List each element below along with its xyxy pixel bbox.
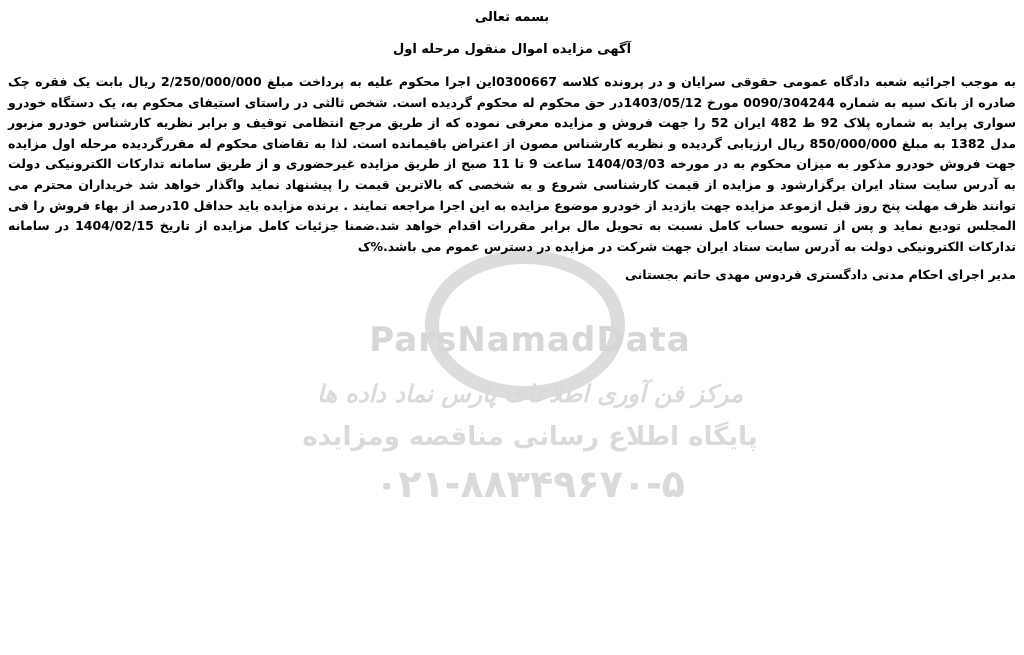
notice-signature: مدیر اجرای احکام مدنی دادگستری فردوس مهدی حاتم بجستانی: [624, 267, 1016, 283]
watermark-line-1: مرکز فن آوری اطلاعات پارس نماد داده ها: [317, 380, 743, 408]
watermark-phone: ۰۲۱-۸۸۳۴۹۶۷۰-۵: [375, 462, 685, 506]
notice-title: آگهی مزایده اموال منقول مرحله اول: [392, 42, 632, 57]
watermark: [250, 250, 810, 630]
notice-content: [8, 6, 1016, 285]
watermark-brand: ParsNamadData: [369, 320, 691, 360]
invocation-heading: بسمه تعالی: [474, 10, 550, 25]
notice-body: به موجب اجرائیه شعبه دادگاه عمومی حقوقی سرایان و در پرونده کلاسه 0300667این اجرا محکوم علیه به پرداخت مبلغ 2/250/000/000 ریال بابت یک فقره چک صادره از بانک سپه به شماره 0090/304244 مورخ 1403/05/12در حق محکوم له محکوم گردیده است. شخص ثالثی در راستای استیفای محکوم به، یک دستگاه خودرو سواری پراید به شماره پلاک 92 ط 482 ایران 52 را جهت فروش و مزایده معرفی نموده که از طریق مرجع انتظامی توقیف و برابر نظریه کارشناس خودرو مزبور مدل 1382 به مبلغ 850/000/000 ریال ارزیابی گردیده و نظریه کارشناس مصون از اعتراض باقیمانده است. لذا به تقاضای محکوم له مقررگردیده مرحله اول مزایده جهت فروش خودرو مذکور به میزان محکوم به در مورخه 1404/03/03 ساعت 9 تا 11 صبح از طریق مزایده غیرحضوری و از طریق سامانه تدارکات الکترونیکی دولت به آدرس سایت ستاد ایران برگزارشود و مزایده از قیمت کارشناسی شروع و به شخصی که بالاترین قیمت را پیشنهاد نماید واگذار خواهد شد خریداران محترم می توانند ظرف مهلت پنج روز قبل ازموعد مزایده جهت بازدید از خودرو موضوع مزایده به این اجرا مراجعه نمایند . برنده مزایده باید حداقل 10درصد از بهاء فروش را فی المجلس تودیع نماید و پس از تسویه حساب کامل نسبت به تحویل مال برابر مقررات اقدام خواهد شد.ضمنا جزئیات کامل مزایده از تاریخ 1404/02/15 در سامانه تدارکات الکترونیکی دولت به آدرس سایت ستاد ایران جهت شرکت در مزایده در دسترس عموم می باشد.%ک: [8, 74, 1016, 254]
watermark-line-2: پایگاه اطلاع رسانی مناقصه ومزایده: [302, 422, 758, 452]
